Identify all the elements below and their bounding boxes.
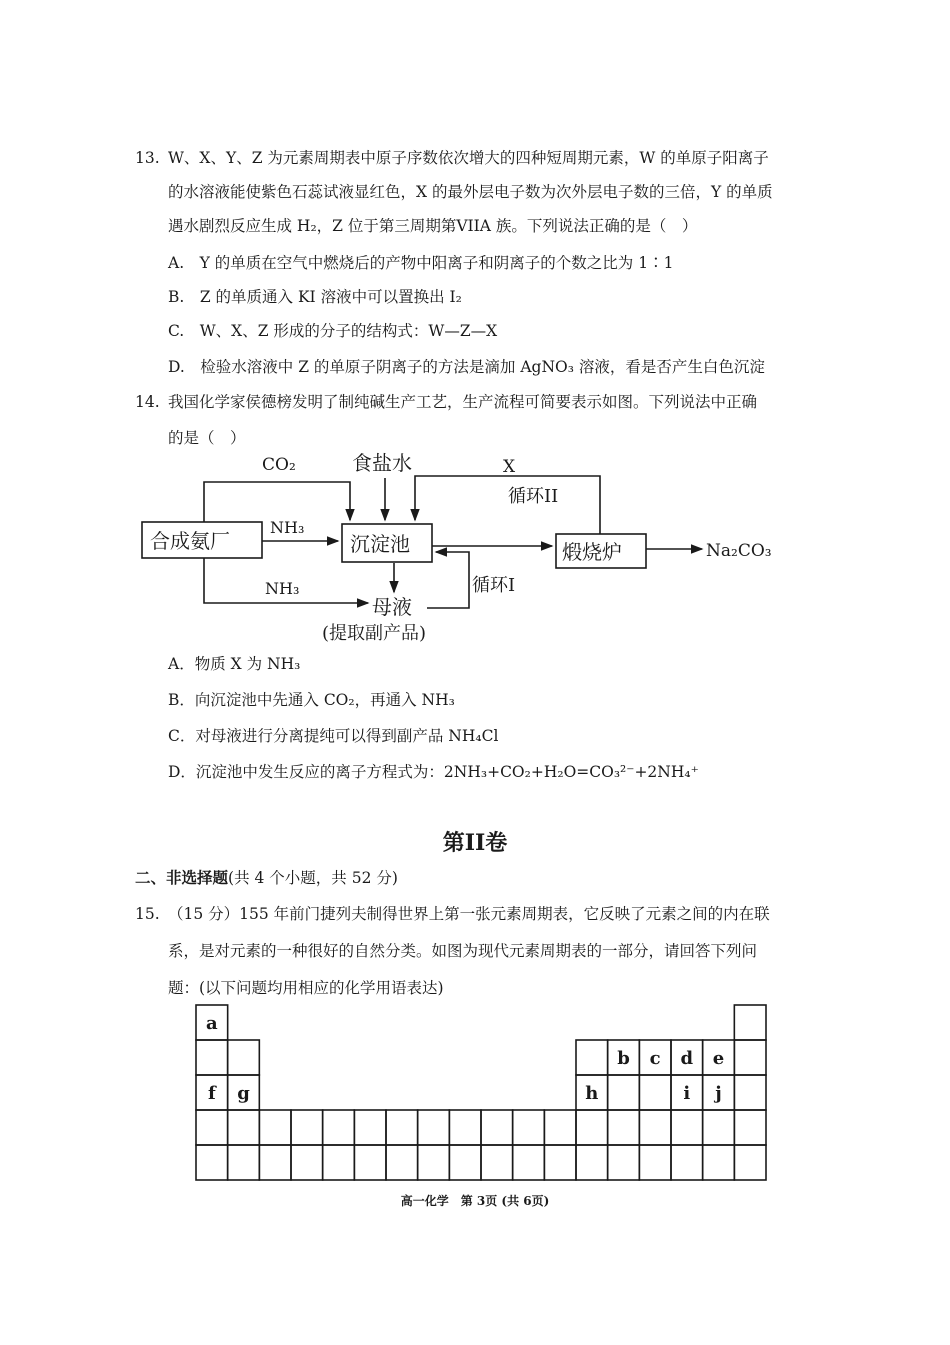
q15-stem-line: （15 分）155 年前门捷列夫制得世界上第一张元素周期表，它反映了元素之间的内在联 (168, 905, 770, 923)
table-cell (734, 1110, 766, 1145)
co2-label: CO₂ (262, 455, 296, 475)
table-cell (481, 1145, 513, 1180)
element-label-i: i (683, 1083, 691, 1104)
cycle1-label: 循环I (472, 575, 516, 596)
q13-option-d: D. 检验水溶液中 Z 的单原子阴离子的方法是滴加 AgNO₃ 溶液，看是否产生白色沉淀 (168, 358, 765, 376)
table-cell (323, 1110, 355, 1145)
table-cell (291, 1110, 323, 1145)
table-cell (386, 1110, 418, 1145)
table-cell (608, 1110, 640, 1145)
table-cell (576, 1040, 608, 1075)
table-cell (259, 1145, 291, 1180)
q14-option-a: A．物质 X 为 NH₃ (168, 655, 301, 673)
q15-number: 15. (135, 905, 160, 923)
q14-option-c: C．对母液进行分离提纯可以得到副产品 NH₄Cl (168, 727, 499, 745)
table-cell (608, 1145, 640, 1180)
element-label-h: h (585, 1083, 599, 1104)
element-label-e: e (712, 1048, 725, 1069)
table-cell (323, 1145, 355, 1180)
table-cell (449, 1145, 481, 1180)
table-cell (196, 1145, 228, 1180)
table-cell (513, 1145, 545, 1180)
section2-label: 二、非选择题 (135, 868, 229, 887)
element-label-a: a (205, 1013, 218, 1034)
table-cell (544, 1145, 576, 1180)
q13-option-a: A. Y 的单质在空气中燃烧后的产物中阳离子和阴离子的个数之比为 1∶1 (168, 254, 674, 272)
mother-liquor-label: 母液 (372, 595, 412, 619)
table-cell (481, 1110, 513, 1145)
table-cell (703, 1145, 735, 1180)
nh3-label-bottom: NH₃ (265, 579, 300, 598)
table-cell (354, 1145, 386, 1180)
table-cell (576, 1145, 608, 1180)
table-cell (228, 1145, 260, 1180)
table-cell (386, 1145, 418, 1180)
q14-stem-line: 的是（ ） (168, 429, 246, 447)
q14-option-d: D．沉淀池中发生反应的离子方程式为：2NH₃+CO₂+H₂O=CO₃²⁻+2NH₄⁺ (168, 763, 699, 781)
table-cell (196, 1110, 228, 1145)
brine-label: 食盐水 (352, 451, 412, 475)
table-cell (703, 1110, 735, 1145)
nh3-label-top: NH₃ (270, 518, 305, 537)
q15-stem-line: 系，是对元素的一种很好的自然分类。如图为现代元素周期表的一部分，请回答下列问 (168, 942, 758, 960)
byproduct-label: (提取副产品) (322, 623, 427, 644)
table-cell (354, 1110, 386, 1145)
q13-stem-line: W、X、Y、Z 为元素周期表中原子序数依次增大的四种短周期元素，W 的单原子阳离子 (168, 149, 769, 167)
table-cell (671, 1110, 703, 1145)
q13-stem-line: 的水溶液能使紫色石蕊试液显红色，X 的最外层电子数为次外层电子数的三倍，Y 的单质 (168, 183, 773, 201)
q14-number: 14. (135, 393, 160, 411)
table-cell (734, 1005, 766, 1040)
part2-title: 第II卷 (442, 830, 508, 856)
q14-stem-line: 我国化学家侯德榜发明了制纯碱生产工艺，生产流程可简要表示如图。下列说法中正确 (168, 393, 758, 411)
table-cell (418, 1110, 450, 1145)
element-label-g: g (237, 1083, 250, 1104)
table-cell (671, 1145, 703, 1180)
table-cell (734, 1040, 766, 1075)
q14-option-b: B．向沉淀池中先通入 CO₂，再通入 NH₃ (168, 691, 455, 709)
table-cell (544, 1110, 576, 1145)
element-label-c: c (649, 1048, 661, 1069)
table-cell (291, 1145, 323, 1180)
table-cell (639, 1075, 671, 1110)
table-cell (734, 1075, 766, 1110)
x-label: X (503, 457, 516, 477)
element-label-j: j (715, 1083, 722, 1104)
furnace-label: 煅烧炉 (562, 540, 622, 564)
table-cell (259, 1110, 291, 1145)
cycle2-label: 循环II (508, 486, 559, 507)
section2-note: (共 4 个小题，共 52 分) (228, 869, 398, 887)
q13-stem-line: 遇水剧烈反应生成 H₂，Z 位于第三周期第VIIA 族。下列说法正确的是（ ） (168, 217, 698, 235)
table-cell (228, 1110, 260, 1145)
table-cell (418, 1145, 450, 1180)
table-cell (639, 1145, 671, 1180)
table-cell (734, 1145, 766, 1180)
page-footer: 高一化学 第 3页 (共 6页) (400, 1194, 550, 1208)
table-cell (228, 1040, 260, 1075)
plant-label: 合成氨厂 (150, 529, 230, 553)
table-cell (639, 1110, 671, 1145)
product-label: Na₂CO₃ (706, 541, 772, 561)
table-cell (449, 1110, 481, 1145)
q15-stem-line: 题：(以下问题均用相应的化学用语表达) (168, 979, 444, 997)
element-label-f: f (207, 1083, 216, 1104)
q13-option-c: C. W、X、Z 形成的分子的结构式：W—Z—X (168, 322, 498, 340)
table-cell (196, 1040, 228, 1075)
q13-option-b: B. Z 的单质通入 KI 溶液中可以置换出 I₂ (168, 288, 462, 306)
table-cell (608, 1075, 640, 1110)
element-label-d: d (680, 1048, 694, 1069)
tank-label: 沉淀池 (350, 532, 410, 556)
table-cell (513, 1110, 545, 1145)
element-label-b: b (617, 1048, 630, 1069)
q13-number: 13. (135, 149, 160, 167)
table-cell (576, 1110, 608, 1145)
